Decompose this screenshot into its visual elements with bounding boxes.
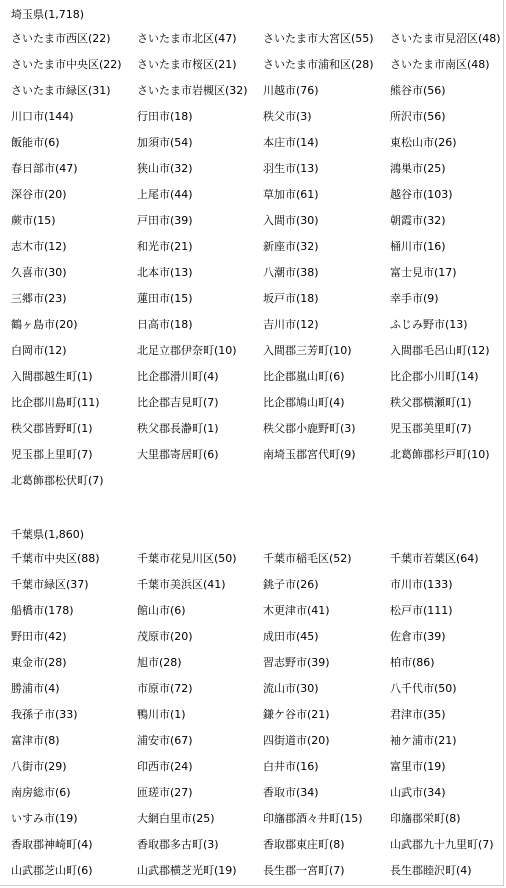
city-link[interactable]: 加須市(54)	[137, 136, 193, 149]
city-link[interactable]: 坂戸市(18)	[263, 292, 319, 305]
city-link[interactable]: 入間郡三芳町(10)	[263, 344, 352, 357]
city-link[interactable]: 幸手市(9)	[390, 292, 439, 305]
city-link[interactable]: 入間郡毛呂山町(12)	[390, 344, 490, 357]
city-link[interactable]: さいたま市中央区(22)	[11, 58, 122, 71]
city-link[interactable]: 蓮田市(15)	[137, 292, 193, 305]
city-link[interactable]: さいたま市大宮区(55)	[263, 32, 374, 45]
city-link[interactable]: 匝瑳市(27)	[137, 786, 193, 799]
city-link[interactable]: 久喜市(30)	[11, 266, 67, 279]
city-link[interactable]: 羽生市(13)	[263, 162, 319, 175]
city-link[interactable]: 柏市(86)	[390, 656, 435, 669]
city-link[interactable]: 東松山市(26)	[390, 136, 457, 149]
city-link[interactable]: 秩父郡皆野町(1)	[11, 422, 93, 435]
city-link[interactable]: 千葉市緑区(37)	[11, 578, 89, 591]
city-link[interactable]: 八千代市(50)	[390, 682, 457, 695]
city-link[interactable]: 行田市(18)	[137, 110, 193, 123]
city-link[interactable]: 深谷市(20)	[11, 188, 67, 201]
city-link[interactable]: 飯能市(6)	[11, 136, 60, 149]
city-link[interactable]: さいたま市桜区(21)	[137, 58, 237, 71]
city-link[interactable]: 北葛飾郡杉戸町(10)	[390, 448, 490, 461]
city-link[interactable]: いすみ市(19)	[11, 812, 78, 825]
city-link[interactable]: 蕨市(15)	[11, 214, 56, 227]
city-link[interactable]: 勝浦市(4)	[11, 682, 60, 695]
city-link[interactable]: 秩父郡長瀞町(1)	[137, 422, 219, 435]
city-link[interactable]: 熊谷市(56)	[390, 84, 446, 97]
city-link[interactable]: 和光市(21)	[137, 240, 193, 253]
city-link[interactable]: 香取郡神崎町(4)	[11, 838, 93, 851]
city-link[interactable]: 野田市(42)	[11, 630, 67, 643]
city-link[interactable]: 本庄市(14)	[263, 136, 319, 149]
city-link[interactable]: 旭市(28)	[137, 656, 182, 669]
city-link[interactable]: 印西市(24)	[137, 760, 193, 773]
city-link[interactable]: 南埼玉郡宮代町(9)	[263, 448, 356, 461]
city-link[interactable]: 川口市(144)	[11, 110, 74, 123]
prefecture-heading: 千葉県(1,860)	[11, 528, 85, 541]
city-link[interactable]: 千葉市中央区(88)	[11, 552, 100, 565]
city-link[interactable]: 印旛郡酒々井町(15)	[263, 812, 363, 825]
city-link[interactable]: 上尾市(44)	[137, 188, 193, 201]
city-link[interactable]: 八街市(29)	[11, 760, 67, 773]
city-link[interactable]: 狭山市(32)	[137, 162, 193, 175]
city-link[interactable]: 比企郡嵐山町(6)	[263, 370, 345, 383]
city-link[interactable]: 市川市(133)	[390, 578, 453, 591]
city-link[interactable]: 春日部市(47)	[11, 162, 78, 175]
city-link[interactable]: 千葉市花見川区(50)	[137, 552, 237, 565]
city-link[interactable]: 北本市(13)	[137, 266, 193, 279]
city-link[interactable]: 白岡市(12)	[11, 344, 67, 357]
city-link[interactable]: さいたま市岩槻区(32)	[137, 84, 248, 97]
city-link[interactable]: 比企郡吉見町(7)	[137, 396, 219, 409]
city-link[interactable]: 山武郡芝山町(6)	[11, 864, 93, 877]
city-link[interactable]: さいたま市見沼区(48)	[390, 32, 501, 45]
city-link[interactable]: 吉川市(12)	[263, 318, 319, 331]
city-link[interactable]: 白井市(16)	[263, 760, 319, 773]
city-link[interactable]: 比企郡鳩山町(4)	[263, 396, 345, 409]
city-link[interactable]: 佐倉市(39)	[390, 630, 446, 643]
city-link[interactable]: 入間郡越生町(1)	[11, 370, 93, 383]
city-link[interactable]: 君津市(35)	[390, 708, 446, 721]
city-link[interactable]: 香取市(34)	[263, 786, 319, 799]
city-link[interactable]: 市原市(72)	[137, 682, 193, 695]
city-link[interactable]: さいたま市南区(48)	[390, 58, 490, 71]
city-link[interactable]: 大網白里市(25)	[137, 812, 215, 825]
city-link[interactable]: 富津市(8)	[11, 734, 60, 747]
city-link[interactable]: 日高市(18)	[137, 318, 193, 331]
city-link[interactable]: 館山市(6)	[137, 604, 186, 617]
city-link[interactable]: 香取郡東庄町(8)	[263, 838, 345, 851]
city-link[interactable]: 川越市(76)	[263, 84, 319, 97]
city-link[interactable]: 入間市(30)	[263, 214, 319, 227]
city-link[interactable]: さいたま市西区(22)	[11, 32, 111, 45]
city-link[interactable]: 成田市(45)	[263, 630, 319, 643]
city-link[interactable]: 四街道市(20)	[263, 734, 330, 747]
city-link[interactable]: 桶川市(16)	[390, 240, 446, 253]
city-link[interactable]: 山武郡横芝光町(19)	[137, 864, 237, 877]
city-link[interactable]: 北葛飾郡松伏町(7)	[11, 474, 104, 487]
city-link[interactable]: 比企郡小川町(14)	[390, 370, 479, 383]
city-link[interactable]: 児玉郡上里町(7)	[11, 448, 93, 461]
city-link[interactable]: 木更津市(41)	[263, 604, 330, 617]
city-link[interactable]: 長生郡睦沢町(4)	[390, 864, 472, 877]
city-link[interactable]: 松戸市(111)	[390, 604, 453, 617]
city-link[interactable]: 流山市(30)	[263, 682, 319, 695]
city-link[interactable]: 新座市(32)	[263, 240, 319, 253]
city-link[interactable]: 千葉市若葉区(64)	[390, 552, 479, 565]
city-link[interactable]: 秩父郡横瀬町(1)	[390, 396, 472, 409]
city-link[interactable]: 千葉市美浜区(41)	[137, 578, 226, 591]
city-link[interactable]: 秩父市(3)	[263, 110, 312, 123]
city-link[interactable]: 船橋市(178)	[11, 604, 74, 617]
city-link[interactable]: 千葉市稲毛区(52)	[263, 552, 352, 565]
prefecture-heading: 埼玉県(1,718)	[11, 8, 85, 21]
city-link[interactable]: 戸田市(39)	[137, 214, 193, 227]
city-link[interactable]: 鴨川市(1)	[137, 708, 186, 721]
city-link[interactable]: 銚子市(26)	[263, 578, 319, 591]
city-link[interactable]: 浦安市(67)	[137, 734, 193, 747]
city-link[interactable]: ふじみ野市(13)	[390, 318, 468, 331]
city-link[interactable]: 比企郡滑川町(4)	[137, 370, 219, 383]
city-link[interactable]: さいたま市北区(47)	[137, 32, 237, 45]
city-link[interactable]: 児玉郡美里町(7)	[390, 422, 472, 435]
city-link[interactable]: 志木市(12)	[11, 240, 67, 253]
city-link[interactable]: 香取郡多古町(3)	[137, 838, 219, 851]
city-link[interactable]: 富里市(19)	[390, 760, 446, 773]
city-link[interactable]: 秩父郡小鹿野町(3)	[263, 422, 356, 435]
city-link[interactable]: 袖ケ浦市(21)	[390, 734, 457, 747]
city-link[interactable]: 鶴ヶ島市(20)	[11, 318, 78, 331]
city-link[interactable]: 習志野市(39)	[263, 656, 330, 669]
city-link[interactable]: 印旛郡栄町(8)	[390, 812, 461, 825]
city-link[interactable]: 我孫子市(33)	[11, 708, 78, 721]
city-link[interactable]: 富士見市(17)	[390, 266, 457, 279]
city-link[interactable]: 鎌ケ谷市(21)	[263, 708, 330, 721]
city-link[interactable]: 越谷市(103)	[390, 188, 453, 201]
city-link[interactable]: 東金市(28)	[11, 656, 67, 669]
city-link[interactable]: さいたま市浦和区(28)	[263, 58, 374, 71]
city-link[interactable]: 長生郡一宮町(7)	[263, 864, 345, 877]
city-link[interactable]: 朝霞市(32)	[390, 214, 446, 227]
city-link[interactable]: 北足立郡伊奈町(10)	[137, 344, 237, 357]
city-link[interactable]: 山武市(34)	[390, 786, 446, 799]
city-link[interactable]: 比企郡川島町(11)	[11, 396, 100, 409]
city-link[interactable]: 八潮市(38)	[263, 266, 319, 279]
city-link[interactable]: 南房総市(6)	[11, 786, 71, 799]
city-link[interactable]: さいたま市緑区(31)	[11, 84, 111, 97]
city-link[interactable]: 鴻巣市(25)	[390, 162, 446, 175]
city-link[interactable]: 三郷市(23)	[11, 292, 67, 305]
city-link[interactable]: 所沢市(56)	[390, 110, 446, 123]
city-link[interactable]: 山武郡九十九里町(7)	[390, 838, 494, 851]
city-link[interactable]: 草加市(61)	[263, 188, 319, 201]
city-link[interactable]: 茂原市(20)	[137, 630, 193, 643]
city-link[interactable]: 大里郡寄居町(6)	[137, 448, 219, 461]
